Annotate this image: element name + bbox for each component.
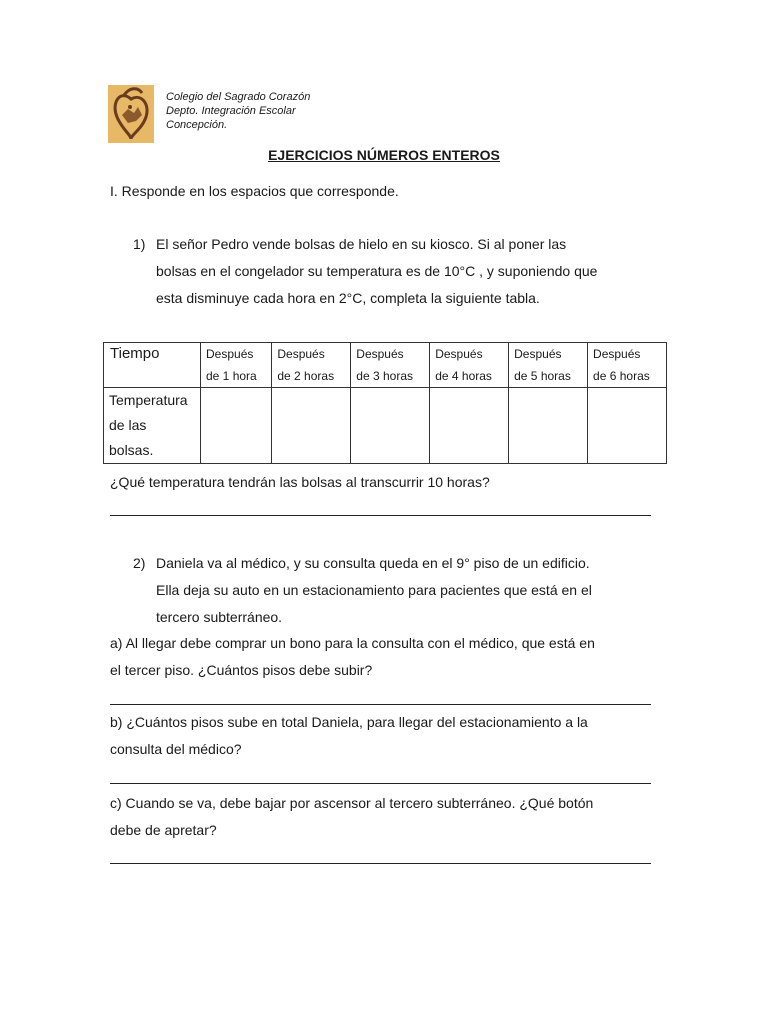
page-title: EJERCICIOS NÚMEROS ENTEROS [268, 147, 500, 163]
header-cell-1: Después de 1 hora [201, 343, 272, 388]
school-department: Depto. Integración Escolar [166, 105, 296, 117]
question-2-line: Daniela va al médico, y su consulta queda en el 9° piso de un edificio. [156, 555, 590, 571]
answer-cell-4[interactable] [430, 388, 509, 464]
answer-cell-1[interactable] [201, 388, 272, 464]
answer-line-2c[interactable] [110, 863, 651, 864]
question-2-number: 2) [133, 555, 146, 571]
header-cell-5: Después de 5 horas [509, 343, 588, 388]
school-name: Colegio del Sagrado Corazón [166, 91, 311, 103]
question-1-line: El señor Pedro vende bolsas de hielo en su kiosco. Si al poner las [156, 236, 567, 252]
school-info [166, 90, 310, 132]
question-1-line: bolsas en el congelador su temperatura es de 10°C , y suponiendo que [156, 263, 598, 279]
question-2-text [156, 550, 656, 631]
table-header-row [104, 343, 667, 388]
temperature-table [103, 342, 667, 464]
question-2-line: Ella deja su auto en un estacionamiento para pacientes que está en el [156, 582, 592, 598]
question-2-line: tercero subterráneo. [156, 609, 283, 625]
row-label-temperatura: Temperatura de las bolsas. [104, 388, 201, 464]
header-cell-6: Después de 6 horas [588, 343, 667, 388]
answer-line-2b[interactable] [110, 783, 651, 784]
question-2c-text: c) Cuando se va, debe bajar por ascensor al tercero subterráneo. ¿Qué botón debe de apretar? [110, 795, 594, 838]
instruction-text: I. Responde en los espacios que corresponde. [110, 183, 399, 199]
header-cell-3: Después de 3 horas [351, 343, 430, 388]
question-1-followup: ¿Qué temperatura tendrán las bolsas al transcurrir 10 horas? [110, 474, 490, 490]
question-2b-text: b) ¿Cuántos pisos sube en total Daniela, para llegar del estacionamiento a la consulta del médico? [110, 714, 588, 757]
header-tiempo: Tiempo [104, 343, 201, 388]
header-cell-2: Después de 2 horas [272, 343, 351, 388]
answer-line-2a[interactable] [110, 704, 651, 705]
question-1-number: 1) [133, 236, 146, 252]
header-cell-4: Después de 4 horas [430, 343, 509, 388]
answer-cell-3[interactable] [351, 388, 430, 464]
question-1-text [156, 231, 656, 312]
answer-cell-5[interactable] [509, 388, 588, 464]
school-city: Concepción. [166, 119, 228, 131]
question-1-line: esta disminuye cada hora en 2°C, completa la siguiente tabla. [156, 290, 540, 306]
question-2a-text: a) Al llegar debe comprar un bono para la consulta con el médico, que está en el tercer piso. ¿Cuántos pisos debe subir? [110, 635, 595, 678]
table-row [104, 388, 667, 464]
answer-line-1[interactable] [110, 515, 651, 516]
answer-cell-6[interactable] [588, 388, 667, 464]
answer-cell-2[interactable] [272, 388, 351, 464]
school-crest-icon [108, 85, 154, 143]
